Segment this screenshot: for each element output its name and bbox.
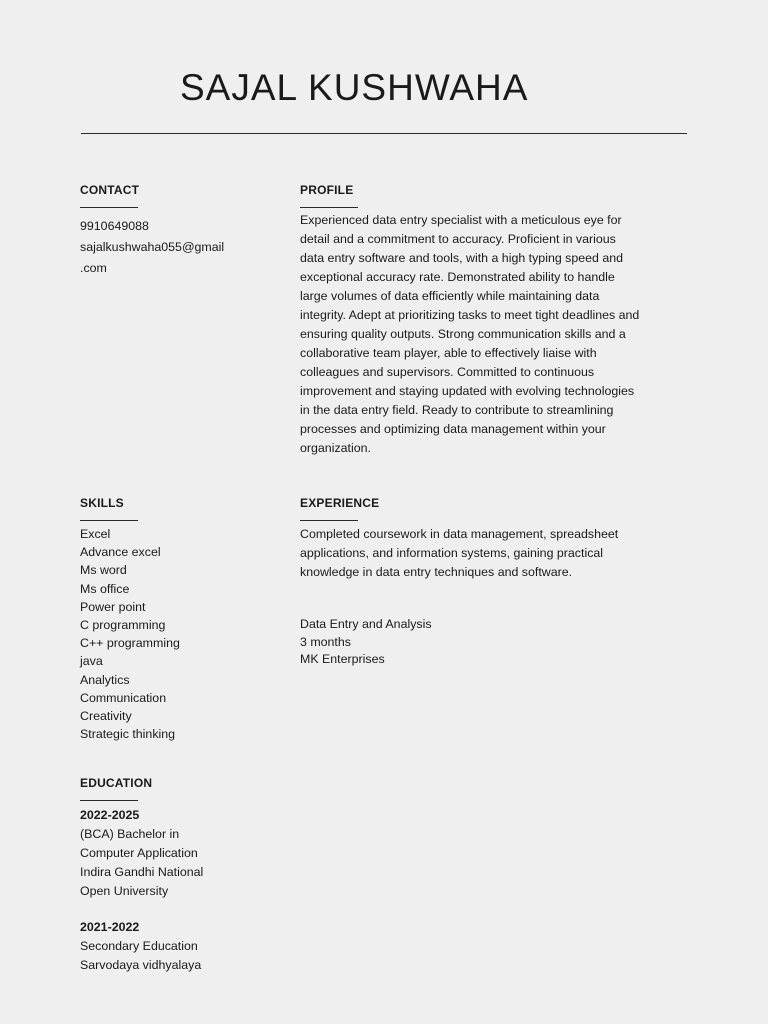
skills-section	[80, 495, 265, 743]
skill-item: Advance excel	[80, 545, 161, 560]
job-title: Data Entry and Analysis	[300, 617, 432, 631]
header-divider	[81, 133, 687, 134]
education-heading-underline	[80, 800, 138, 801]
education-entry	[80, 806, 265, 901]
education-line: Secondary Education	[80, 939, 198, 953]
skill-item: java	[80, 654, 103, 669]
profile-heading: PROFILE	[300, 183, 354, 197]
experience-heading: EXPERIENCE	[300, 496, 380, 510]
skill-item: Communication	[80, 690, 167, 705]
contact-heading-underline	[80, 207, 138, 208]
education-section	[80, 775, 265, 975]
skill-item: Analytics	[80, 672, 130, 687]
education-years: 2022-2025	[80, 808, 140, 822]
education-line: (BCA) Bachelor in	[80, 827, 180, 841]
education-line: Indira Gandhi National	[80, 865, 204, 879]
skill-item: Excel	[80, 527, 111, 541]
experience-section	[300, 495, 692, 669]
job-company: MK Enterprises	[300, 652, 385, 666]
skill-item: C programming	[80, 618, 166, 633]
contact-phone: 9910649088	[80, 219, 149, 233]
contact-email-line-2: .com	[80, 261, 107, 275]
education-heading: EDUCATION	[80, 776, 153, 790]
education-years: 2021-2022	[80, 920, 140, 934]
candidate-name: SAJAL KUSHWAHA	[180, 67, 529, 108]
job-duration: 3 months	[300, 634, 351, 649]
job-entry	[300, 616, 692, 669]
skill-item: Ms word	[80, 563, 127, 578]
education-line: Open University	[80, 884, 169, 898]
skill-item: Strategic thinking	[80, 727, 176, 742]
experience-heading-underline	[300, 520, 358, 521]
contact-email-line-1: sajalkushwaha055@gmail	[80, 240, 225, 254]
skill-item: C++ programming	[80, 636, 180, 651]
skills-list	[80, 525, 265, 743]
experience-summary-line: Completed coursework in data management, spreadsheet	[300, 527, 619, 541]
experience-summary-line: knowledge in data entry techniques and software.	[300, 565, 573, 579]
skill-item: Power point	[80, 599, 146, 614]
skills-heading-underline	[80, 520, 138, 521]
profile-heading-underline	[300, 207, 358, 208]
contact-section	[80, 182, 265, 279]
profile-text: Experienced data entry specialist with a meticulous eye for detail and a commitment to accuracy. Proficient in various data entry software and tools, with a high typing speed and exceptional accuracy rate. Demonstrated ability to handle large volumes of data efficiently while maintaining data integrity. Adept at prioritizing tasks to meet tight deadlines and ensuring quality outputs. Strong communication skills and a collaborative team player, able to effectively liaise with colleagues and supervisors. Committed to continuous improvement and staying updated with evolving technologies in the data entry field. Ready to contribute to streamlining processes and optimizing data management within your organization.	[300, 213, 640, 455]
skills-heading: SKILLS	[80, 496, 124, 510]
skill-item: Creativity	[80, 709, 132, 724]
education-line: Sarvodaya vidhyalaya	[80, 958, 202, 972]
profile-section	[300, 182, 692, 458]
skill-item: Ms office	[80, 581, 130, 596]
contact-heading: CONTACT	[80, 183, 140, 197]
education-entry	[80, 918, 265, 975]
experience-summary-line: applications, and information systems, gaining practical	[300, 546, 604, 560]
education-line: Computer Application	[80, 846, 198, 860]
